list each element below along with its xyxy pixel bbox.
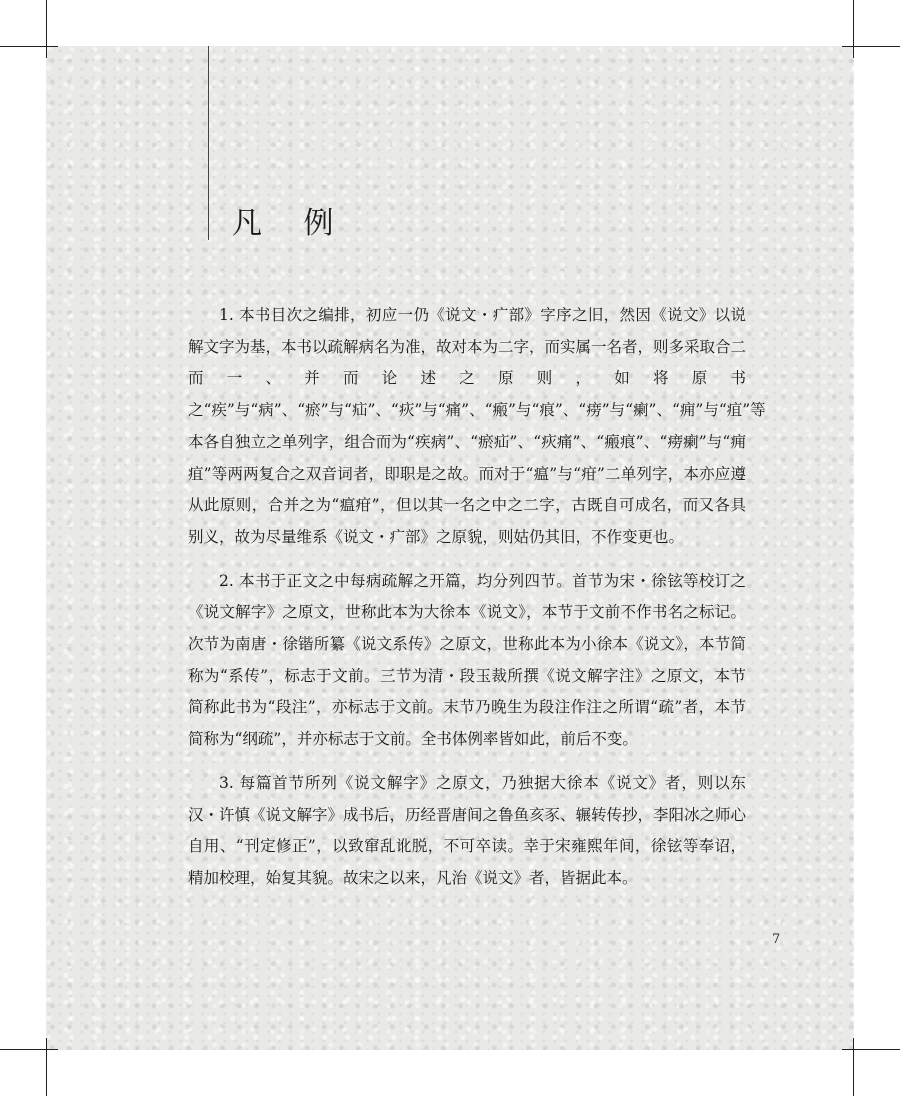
page-number: 7 [772, 932, 781, 947]
crop-mark-bottom-left-h [0, 1049, 58, 1050]
crop-mark-bottom-right-h [842, 1049, 900, 1050]
crop-mark-top-left-h [0, 46, 58, 47]
paragraph-3: 3. 每篇首节所列《说文解字》之原文，乃独据大徐本《说文》者，则以东汉・许慎《说文解字》成书后，历经晋唐间之鲁鱼亥豕、辗转传抄，李阳冰之师心自用、“刊定修正”，以致窜乱讹脱，不可卒读。幸于宋雍熙年间，徐铉等奉诏，精加校理，始复其貌。故宋之以来，凡治《说文》者，皆据此本。 [188, 773, 747, 887]
crop-mark-top-right-v [853, 0, 854, 58]
crop-mark-top-right-h [842, 46, 900, 47]
paragraph-1: 1. 本书目次之编排，初应一仍《说文・疒部》字序之旧，然因《说文》以说解文字为基，本书以疏解病名为准，故对本为二字，而实属一名者，则多采取合二而一、并而论述之原则，如将原书之“疾”与“病”、“瘀”与“疝”、“疢”与“痛”、“瘢”与“痕”、“痨”与“瘌”、“痈”与“疽”等本各自独立之单列字，组合而为“疾病”、“瘀疝”、“疢痛”、“瘢痕”、“痨瘌”与“痈疽”等两两复合之双音词者，即职是之故。而对于“瘟”与“疳”二单列字，本亦应遵从此原则，合并之为“瘟疳”，但以其一名之中之二字，古既自可成名，而又各具别义，故为尽量维系《说文・疒部》之原貌，则姑仍其旧，不作变更也。 [188, 306, 766, 546]
crop-mark-bottom-left-v [46, 1038, 47, 1096]
crop-mark-top-left-v [46, 0, 47, 58]
crop-mark-bottom-right-v [853, 1038, 854, 1096]
page-title: 凡 例 [232, 206, 350, 241]
body-text [188, 300, 766, 907]
paragraph-2: 2. 本书于正文之中每病疏解之开篇，均分列四节。首节为宋・徐铉等校订之《说文解字》之原文，世称此本为大徐本《说文》，本节于文前不作书名之标记。次节为南唐・徐锴所纂《说文系传》之原文，世称此本为小徐本《说文》，本节简称为“系传”，标志于文前。三节为清・段玉裁所撰《说文解字注》之原文，本节简称此书为“段注”，亦标志于文前。末节乃晚生为段注作注之所谓“疏”者，本节简称为“纲疏”，并亦标志于文前。全书体例率皆如此，前后不变。 [188, 571, 746, 749]
title-divider [208, 46, 209, 240]
